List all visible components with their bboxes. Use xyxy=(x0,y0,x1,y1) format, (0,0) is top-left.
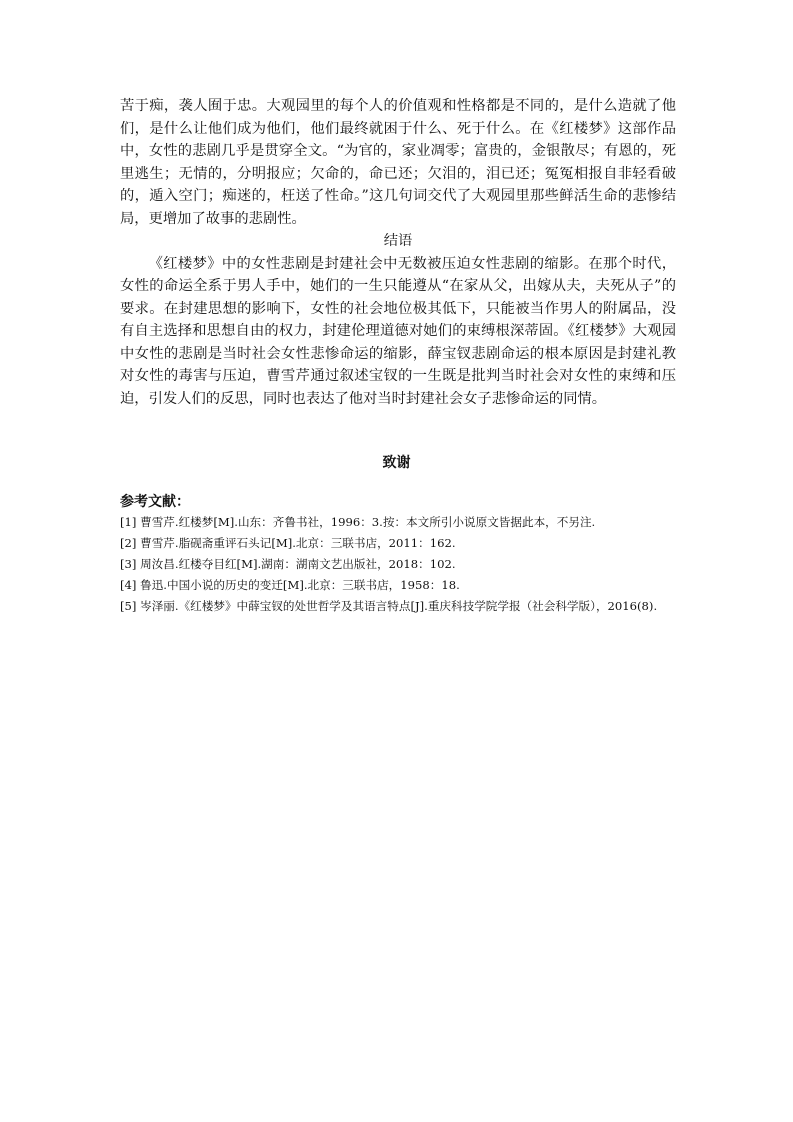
reference-item: [1] 曹雪芹.红楼梦[M].山东：齐鲁书社，1996：3.按：本文所引小说原文皆据此本，不另注. xyxy=(120,515,596,529)
acknowledgements-heading: 致谢 xyxy=(382,455,411,471)
conclusion-paragraph: 《红楼梦》中的女性悲剧是封建社会中无数被压迫女性悲剧的缩影。在那个时代，女性的命运全系于男人手中，她们的一生只能遵从“在家从父，出嫁从夫，夫死从子”的要求。在封建思想的影响下，女性的社会地位极其低下，只能被当作男人的附属品，没有自主选择和思想自由的权力，封建伦理道德对她们的束缚根深蒂固。《红楼梦》大观园中女性的悲剧是当时社会女性悲惨命运的缩影，薛宝钗悲剧命运的根本原因是封建礼教对女性的毒害与压迫，曹雪芹通过叙述宝钗的一生既是批判当时社会对女性的束缚和压迫，引发人们的反思，同时也表达了他对当时封建社会女子悲惨命运的同情。 xyxy=(120,255,676,407)
reference-item: [2] 曹雪芹.脂砚斋重评石头记[M].北京：三联书店，2011：162. xyxy=(120,536,456,550)
conclusion-heading: 结语 xyxy=(383,233,413,249)
body-text xyxy=(120,95,676,410)
reference-item: [5] 岑泽丽.《红楼梦》中薛宝钗的处世哲学及其语言特点[J].重庆科技学院学报（社会科学版），2016(8). xyxy=(120,599,658,613)
body-paragraph: 苦于痴，袭人囿于忠。大观园里的每个人的价值观和性格都是不同的，是什么造就了他们，是什么让他们成为他们，他们最终就困于什么、死于什么。在《红楼梦》这部作品中，女性的悲剧几乎是贯穿全文。“为官的，家业凋零；富贵的，金银散尽；有恩的，死里逃生；无情的，分明报应；欠命的，命已还；欠泪的，泪已还；冤冤相报自非轻看破的，遁入空门；痴迷的，枉送了性命。”这几句词交代了大观园里那些鲜活生命的悲惨结局，更增加了故事的悲剧性。 xyxy=(120,98,676,227)
references-list xyxy=(120,513,680,618)
references-heading: 参考文献： xyxy=(120,494,190,510)
reference-item: [4] 鲁迅.中国小说的历史的变迁[M].北京：三联书店，1958：18. xyxy=(120,578,460,592)
reference-item: [3] 周汝昌.红楼夺目红[M].湖南：湖南文艺出版社，2018：102. xyxy=(120,557,456,571)
